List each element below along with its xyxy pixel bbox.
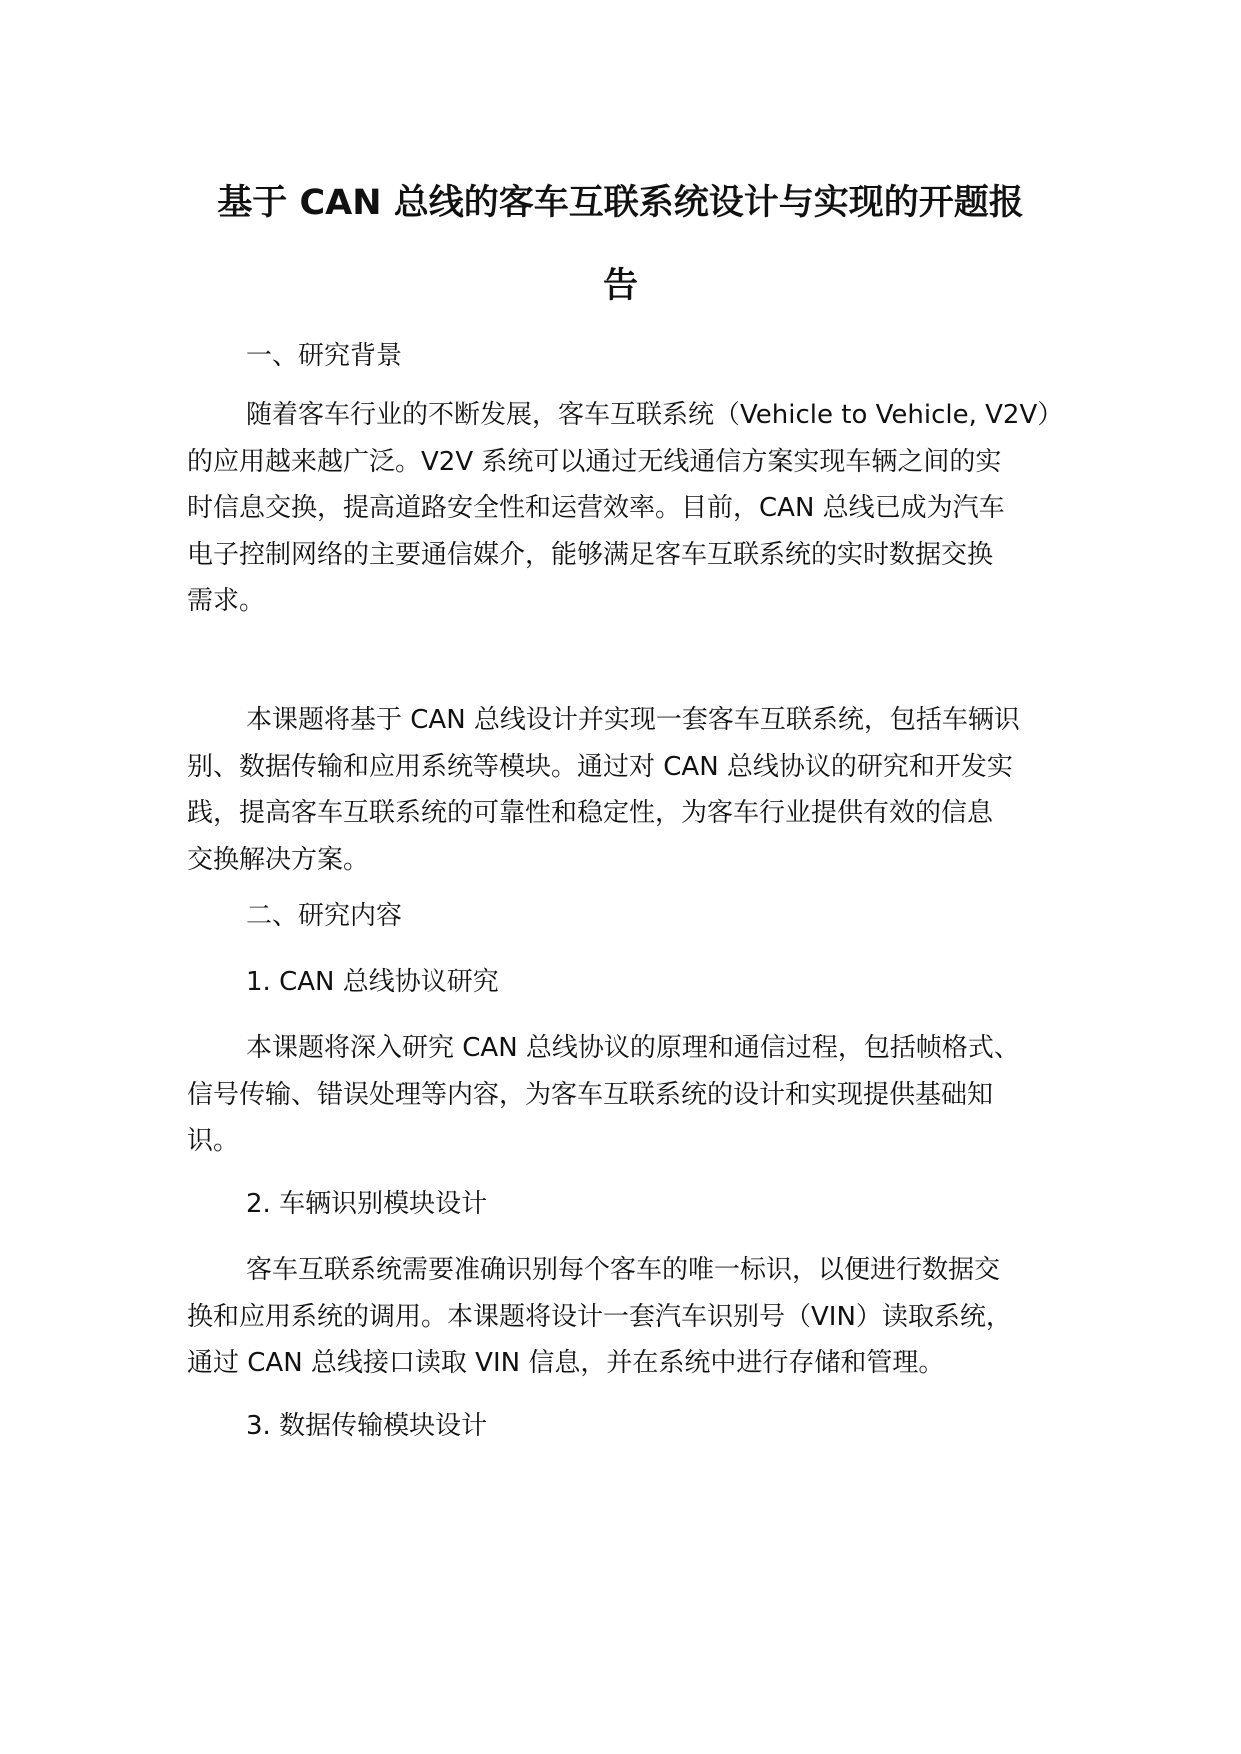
document-title-line-1: 基于 CAN 总线的客车互联系统设计与实现的开题报 [217,183,1024,223]
section-heading-research-background: 一、研究背景 [246,341,403,371]
section-heading-research-content: 二、研究内容 [246,901,403,931]
paragraph-line: 客车互联系统需要准确识别每个客车的唯一标识，以便进行数据交 [246,1255,1001,1285]
document-title-line-2: 告 [602,266,638,306]
paragraph-can-protocol [187,1025,1020,1165]
paragraph-line: 本课题将深入研究 CAN 总线协议的原理和通信过程，包括帧格式、 [246,1033,1020,1063]
paragraph-line: 通过 CAN 总线接口读取 VIN 信息，并在系统中进行存储和管理。 [187,1348,945,1378]
paragraph-line: 信号传输、错误处理等内容，为客车互联系统的设计和实现提供基础知 [187,1079,994,1110]
paragraph-line: 时信息交换，提高道路安全性和运营效率。目前，CAN 总线已成为汽车 [187,493,1005,523]
paragraph-line: 换和应用系统的调用。本课题将设计一套汽车识别号（VIN）读取系统， [187,1301,1012,1332]
paragraph-line: 别、数据传输和应用系统等模块。通过对 CAN 总线协议的研究和开发实 [187,751,1013,782]
subsection-heading-can-protocol: 1. CAN 总线协议研究 [246,967,499,997]
paragraph-line: 随着客车行业的不断发展，客车互联系统（Vehicle to Vehicle, V2V） [246,400,1064,430]
paragraph-line: 的应用越来越广泛。V2V 系统可以通过无线通信方案实现车辆之间的实 [187,446,1002,477]
paragraph-line: 需求。 [187,586,266,616]
paragraph-background-2 [187,697,1020,883]
paragraph-background-1 [187,392,1063,625]
paragraph-line: 践，提高客车互联系统的可靠性和稳定性，为客车行业提供有效的信息 [187,798,994,828]
paragraph-vehicle-identification [187,1247,1012,1387]
paragraph-line: 本课题将基于 CAN 总线设计并实现一套客车互联系统，包括车辆识 [246,705,1020,735]
paragraph-line: 电子控制网络的主要通信媒介，能够满足客车互联系统的实时数据交换 [187,539,994,570]
paragraph-line: 交换解决方案。 [187,844,370,875]
subsection-heading-vehicle-identification: 2. 车辆识别模块设计 [246,1189,488,1219]
subsection-heading-data-transmission: 3. 数据传输模块设计 [246,1411,488,1441]
paragraph-line: 识。 [187,1126,240,1156]
